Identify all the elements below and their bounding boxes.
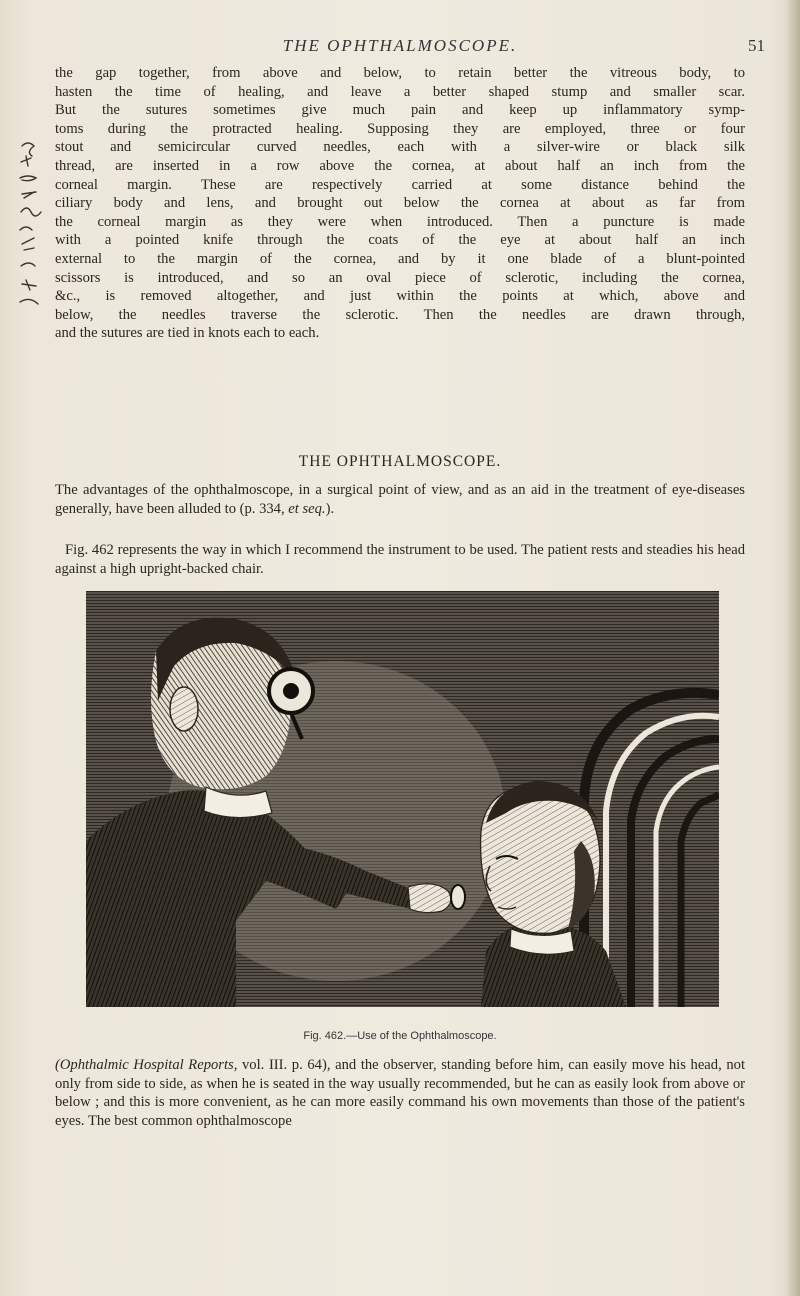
- running-head: THE OPHTHALMOSCOPE.: [282, 36, 518, 55]
- text-line: the gap together, from above and below, to retain better the vitreous body, to: [55, 65, 745, 81]
- text-line: with a pointed knife through the coats of the eye at about half an inch: [55, 232, 745, 249]
- text-line: below, the needles traverse the sclerotic. Then the needles are drawn through,: [55, 306, 745, 323]
- paragraph-observer: [55, 1056, 745, 1130]
- text-line: ciliary body and lens, and brought out below the cornea at about as far from: [55, 195, 745, 212]
- text-line: toms during the protracted healing. Supposing they are employed, three or four: [55, 120, 745, 137]
- text-line: &c., is removed altogether, and just within the points at which, above and: [55, 288, 745, 305]
- paragraph-text: ).: [325, 500, 335, 517]
- text-line: But the sutures sometimes give much pain and keep up inflammatory symp-: [55, 102, 745, 119]
- page-number: 51: [748, 36, 765, 55]
- paragraph-sutures: [55, 64, 745, 343]
- paragraph-figure-reference: Fig. 462 represents the way in which I recommend the instrument to be used. The patient rests and steadies his head against a high upright-backed chair.: [55, 542, 745, 577]
- paragraph-advantages: [55, 481, 745, 518]
- paragraph-text: vol. III. p. 64), and the observer, standing before him, can easily move his head, not only from side to side, as when he is seated in the way usually recommended, but he can as easily look from above or below ; and this is more convenient, as he can more easily command his own movements than those of the patient's eyes. The best common ophthalmoscope: [55, 1057, 745, 1129]
- margin-annotation-marks: [18, 132, 58, 322]
- paragraph-text: The advantages of the ophthalmoscope, in a surgical point of view, and as an aid in the treatment of eye-diseases generally, have been alluded to (p. 334,: [55, 482, 745, 517]
- text-line: scissors is introduced, and so an oval piece of sclerotic, including the cornea,: [55, 269, 745, 286]
- text-line: hasten the time of healing, and leave a better shaped stump and smaller scar.: [55, 83, 745, 100]
- figure-caption: Fig. 462.—Use of the Ophthalmoscope.: [303, 1030, 497, 1042]
- section-heading: THE OPHTHALMOSCOPE.: [298, 453, 502, 470]
- text-line: stout and semicircular curved needles, each with a silver-wire or black silk: [55, 139, 745, 156]
- text-line: corneal margin. These are respectively carried at some distance behind the: [55, 176, 745, 193]
- page-edge-shadow: [786, 0, 800, 1296]
- citation-emphasis: et seq.: [288, 500, 326, 517]
- citation-emphasis: (Ophthalmic Hospital Reports,: [55, 1057, 238, 1073]
- text-line: and the sutures are tied in knots each to each.: [55, 325, 320, 342]
- text-line: thread, are inserted in a row above the cornea, at about half an inch from the: [55, 157, 745, 174]
- text-line: the corneal margin as they were when introduced. Then a puncture is made: [55, 213, 745, 230]
- engraving-illustration: [86, 591, 719, 1007]
- text-line: external to the margin of the cornea, and by it one blade of a blunt-pointed: [55, 250, 745, 267]
